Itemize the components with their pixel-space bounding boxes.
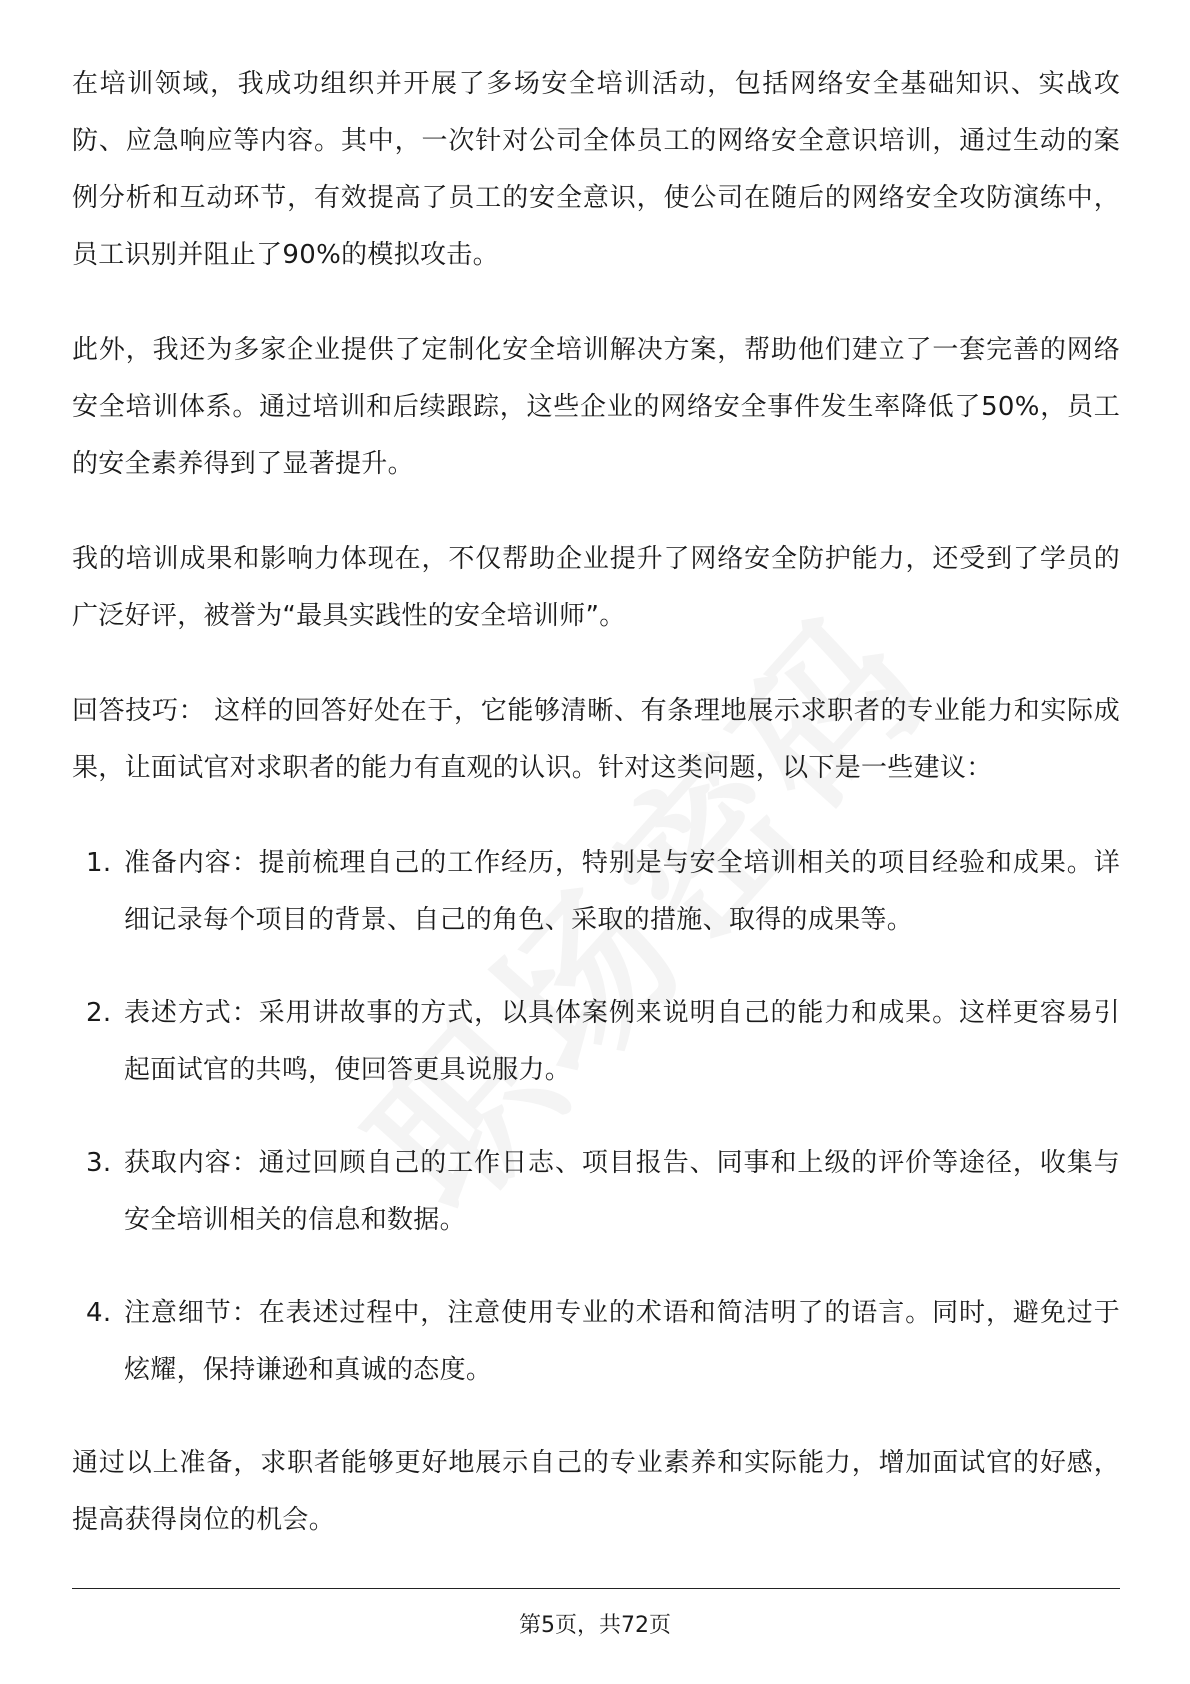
paragraph-answer-tips: 回答技巧： 这样的回答好处在于，它能够清晰、有条理地展示求职者的专业能力和实际成果，让面试官对求职者的能力有直观的认识。针对这类问题，以下是一些建议： [72, 696, 1120, 783]
list-item-number: 1. [86, 848, 112, 878]
list-item-text: 表述方式：采用讲故事的方式，以具体案例来说明自己的能力和成果。这样更容易引起面试官的共鸣，使回答更具说服力。 [124, 998, 1120, 1085]
list-item [72, 1135, 1120, 1249]
paragraph-closing: 通过以上准备，求职者能够更好地展示自己的专业素养和实际能力，增加面试官的好感，提高获得岗位的机会。 [72, 1448, 1120, 1535]
paragraph-training-activities: 在培训领域，我成功组织并开展了多场安全培训活动，包括网络安全基础知识、实战攻防、应急响应等内容。其中，一次针对公司全体员工的网络安全意识培训，通过生动的案例分析和互动环节，有效提高了员工的安全意识，使公司在随后的网络安全攻防演练中，员工识别并阻止了90%的模拟攻击。 [72, 69, 1120, 270]
list-item-number: 3. [86, 1148, 112, 1178]
main-content [72, 56, 1120, 1587]
list-item-number: 2. [86, 998, 112, 1028]
paragraph-achievements: 我的培训成果和影响力体现在，不仅帮助企业提升了网络安全防护能力，还受到了学员的广泛好评，被誉为“最具实践性的安全培训师”。 [72, 544, 1120, 631]
list-item [72, 1285, 1120, 1399]
footer-divider [72, 1588, 1120, 1589]
list-item-number: 4. [86, 1298, 112, 1328]
list-item-text: 获取内容：通过回顾自己的工作日志、项目报告、同事和上级的评价等途径，收集与安全培训相关的信息和数据。 [124, 1148, 1120, 1235]
list-item-text: 准备内容：提前梳理自己的工作经历，特别是与安全培训相关的项目经验和成果。详细记录每个项目的背景、自己的角色、采取的措施、取得的成果等。 [124, 848, 1120, 935]
paragraph-custom-solutions: 此外，我还为多家企业提供了定制化安全培训解决方案，帮助他们建立了一套完善的网络安全培训体系。通过培训和后续跟踪，这些企业的网络安全事件发生率降低了50%，员工的安全素养得到了显著提升。 [72, 335, 1120, 479]
tips-list [72, 835, 1120, 1399]
list-item [72, 985, 1120, 1099]
list-item [72, 835, 1120, 949]
list-item-text: 注意细节：在表述过程中，注意使用专业的术语和简洁明了的语言。同时，避免过于炫耀，保持谦逊和真诚的态度。 [124, 1298, 1120, 1385]
page-number: 第5页，共72页 [519, 1613, 671, 1638]
